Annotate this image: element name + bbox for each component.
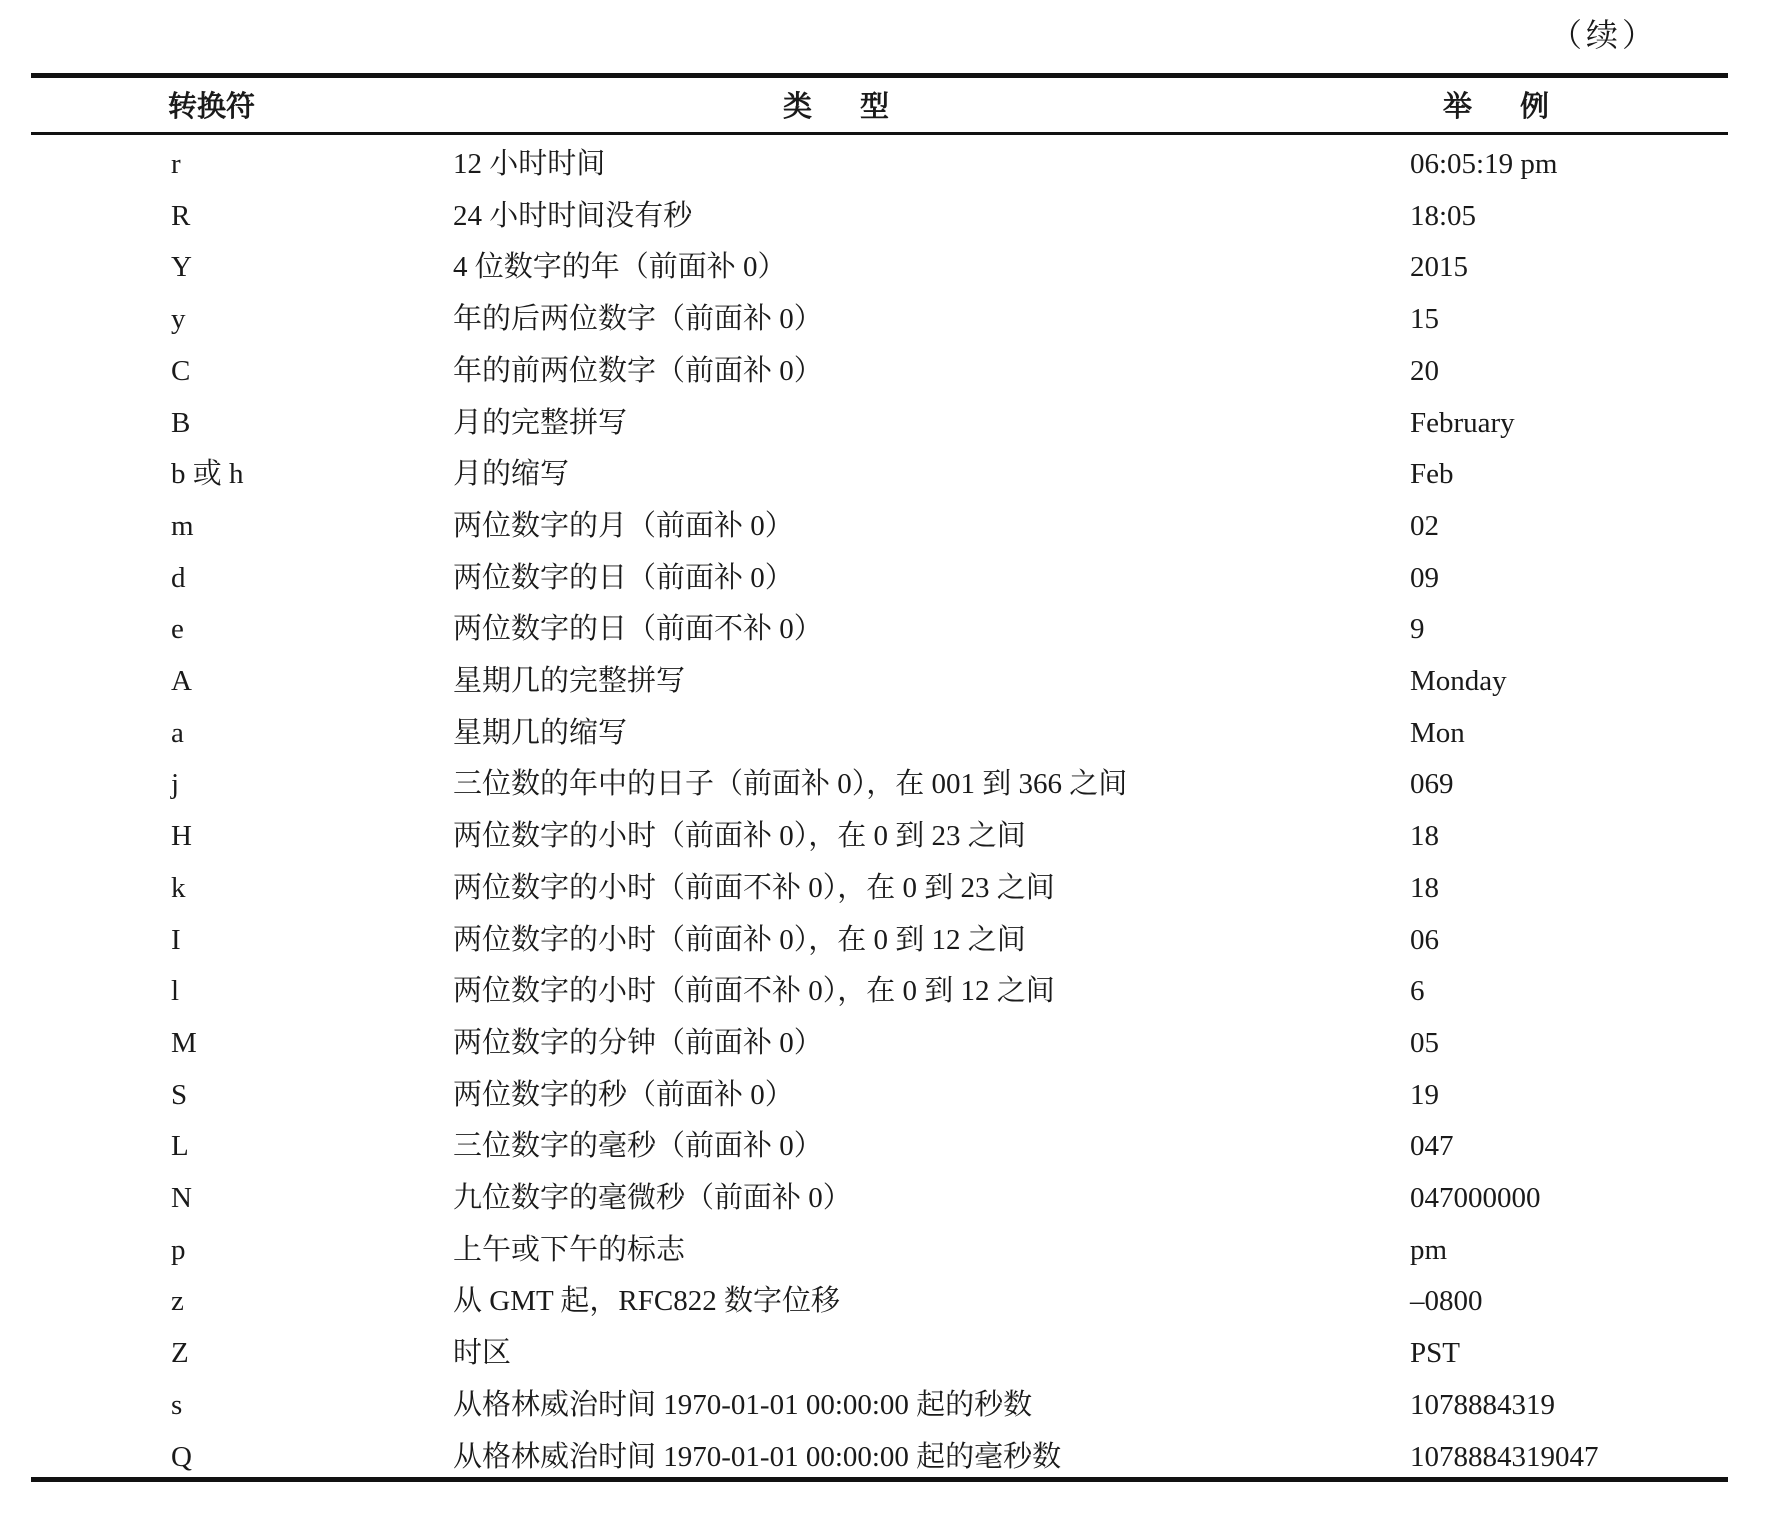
table-row xyxy=(0,1121,1787,1173)
type-cell: 两位数字的日（前面不补 0） xyxy=(453,613,823,646)
table-row xyxy=(0,863,1787,915)
table-row xyxy=(0,1276,1787,1328)
example-cell: 9 xyxy=(1410,613,1425,646)
type-cell: 三位数的年中的日子（前面补 0），在 001 到 366 之间 xyxy=(453,768,1128,801)
example-cell: 06 xyxy=(1410,923,1439,956)
converter-cell: Q xyxy=(171,1440,192,1473)
converter-cell: H xyxy=(171,820,192,853)
example-cell: 18 xyxy=(1410,871,1439,904)
type-cell: 月的缩写 xyxy=(453,458,570,491)
table-row xyxy=(0,449,1787,501)
example-cell: Monday xyxy=(1410,665,1507,697)
example-cell: 06:05:19 pm xyxy=(1410,148,1558,180)
example-cell: PST xyxy=(1410,1337,1460,1370)
converter-cell: s xyxy=(171,1388,183,1421)
converter-cell: d xyxy=(171,561,186,594)
table-row xyxy=(0,346,1787,398)
table-row xyxy=(0,501,1787,553)
type-cell: 两位数字的分钟（前面补 0） xyxy=(453,1026,823,1059)
table-row xyxy=(0,1432,1787,1484)
converter-cell: z xyxy=(171,1285,184,1318)
converter-cell: C xyxy=(171,354,191,387)
type-cell: 三位数字的毫秒（前面补 0） xyxy=(453,1130,823,1163)
table-row xyxy=(0,708,1787,760)
type-cell: 两位数字的月（前面补 0） xyxy=(453,509,794,542)
converter-cell: Z xyxy=(171,1337,189,1370)
type-cell: 24 小时时间没有秒 xyxy=(453,199,693,232)
type-cell: 上午或下午的标志 xyxy=(453,1233,686,1266)
table-row xyxy=(0,759,1787,811)
converter-cell: Y xyxy=(171,251,192,284)
table-row xyxy=(0,398,1787,450)
table-row xyxy=(0,1225,1787,1277)
table-row xyxy=(0,1018,1787,1070)
converter-cell: I xyxy=(171,923,181,956)
type-cell: 两位数字的小时（前面不补 0），在 0 到 23 之间 xyxy=(453,871,1055,904)
example-cell: 047 xyxy=(1410,1130,1454,1163)
example-cell: 09 xyxy=(1410,561,1439,594)
table-row xyxy=(0,294,1787,346)
table-row xyxy=(0,915,1787,967)
header-type: 类型 xyxy=(783,89,938,123)
table-row xyxy=(0,1070,1787,1122)
example-cell: pm xyxy=(1410,1233,1448,1266)
table-row xyxy=(0,811,1787,863)
header-rule xyxy=(31,132,1728,135)
header-example: 举例 xyxy=(1443,89,1598,123)
example-cell: Feb xyxy=(1410,458,1454,491)
type-cell: 星期几的完整拼写 xyxy=(453,665,686,697)
type-cell: 两位数字的小时（前面补 0），在 0 到 12 之间 xyxy=(453,923,1026,956)
type-cell: 月的完整拼写 xyxy=(453,406,628,439)
type-cell: 两位数字的小时（前面补 0），在 0 到 23 之间 xyxy=(453,820,1026,853)
converter-cell: p xyxy=(171,1233,186,1266)
type-cell: 从格林威治时间 1970-01-01 00:00:00 起的毫秒数 xyxy=(453,1440,1062,1473)
example-cell: 2015 xyxy=(1410,251,1468,284)
table-row xyxy=(0,553,1787,605)
example-cell: –0800 xyxy=(1410,1285,1483,1318)
converter-cell: l xyxy=(171,975,180,1008)
table-row xyxy=(0,139,1787,191)
example-cell: 047000000 xyxy=(1410,1182,1541,1214)
type-cell: 时区 xyxy=(453,1337,512,1370)
type-cell: 星期几的缩写 xyxy=(453,716,628,749)
type-cell: 从格林威治时间 1970-01-01 00:00:00 起的秒数 xyxy=(453,1388,1033,1421)
table-row xyxy=(0,242,1787,294)
example-cell: 19 xyxy=(1410,1078,1439,1111)
converter-cell: y xyxy=(171,303,186,336)
table-row xyxy=(0,191,1787,243)
converter-cell: a xyxy=(171,716,184,749)
converter-cell: e xyxy=(171,613,184,646)
type-cell: 12 小时时间 xyxy=(453,148,606,180)
converter-cell: S xyxy=(171,1078,188,1111)
example-cell: 1078884319 xyxy=(1410,1388,1555,1421)
type-cell: 两位数字的日（前面补 0） xyxy=(453,561,794,594)
type-cell: 九位数字的毫微秒（前面补 0） xyxy=(453,1182,852,1214)
type-cell: 年的前两位数字（前面补 0） xyxy=(453,354,823,387)
table-bottom-rule xyxy=(31,1477,1728,1482)
table-row xyxy=(0,1328,1787,1380)
converter-cell: B xyxy=(171,406,191,439)
converter-cell: j xyxy=(171,768,180,801)
converter-cell: N xyxy=(171,1182,192,1214)
header-converter: 转换符 xyxy=(168,89,256,123)
converter-cell: k xyxy=(171,871,186,904)
type-cell: 两位数字的小时（前面不补 0），在 0 到 12 之间 xyxy=(453,975,1055,1008)
example-cell: 18:05 xyxy=(1410,199,1477,232)
example-cell: 069 xyxy=(1410,768,1454,801)
converter-cell: A xyxy=(171,665,192,697)
continued-label: （续） xyxy=(1550,17,1659,53)
converter-cell: m xyxy=(171,509,194,542)
example-cell: 05 xyxy=(1410,1026,1439,1059)
table-top-rule xyxy=(31,73,1728,78)
example-cell: 1078884319047 xyxy=(1410,1440,1599,1473)
type-cell: 4 位数字的年（前面补 0） xyxy=(453,251,787,284)
example-cell: 6 xyxy=(1410,975,1425,1008)
table-row xyxy=(0,604,1787,656)
example-cell: 18 xyxy=(1410,820,1439,853)
converter-cell: R xyxy=(171,199,191,232)
example-cell: February xyxy=(1410,406,1515,439)
table-row xyxy=(0,656,1787,708)
type-cell: 从 GMT 起，RFC822 数字位移 xyxy=(453,1285,840,1318)
example-cell: 20 xyxy=(1410,354,1439,387)
table-row xyxy=(0,1173,1787,1225)
type-cell: 年的后两位数字（前面补 0） xyxy=(453,303,823,336)
table-row xyxy=(0,1380,1787,1432)
type-cell: 两位数字的秒（前面补 0） xyxy=(453,1078,794,1111)
converter-cell: b 或 h xyxy=(171,458,244,491)
example-cell: Mon xyxy=(1410,716,1465,749)
converter-cell: L xyxy=(171,1130,189,1163)
example-cell: 02 xyxy=(1410,509,1439,542)
converter-cell: M xyxy=(171,1026,197,1059)
converter-cell: r xyxy=(171,148,181,180)
table-row xyxy=(0,966,1787,1018)
example-cell: 15 xyxy=(1410,303,1439,336)
